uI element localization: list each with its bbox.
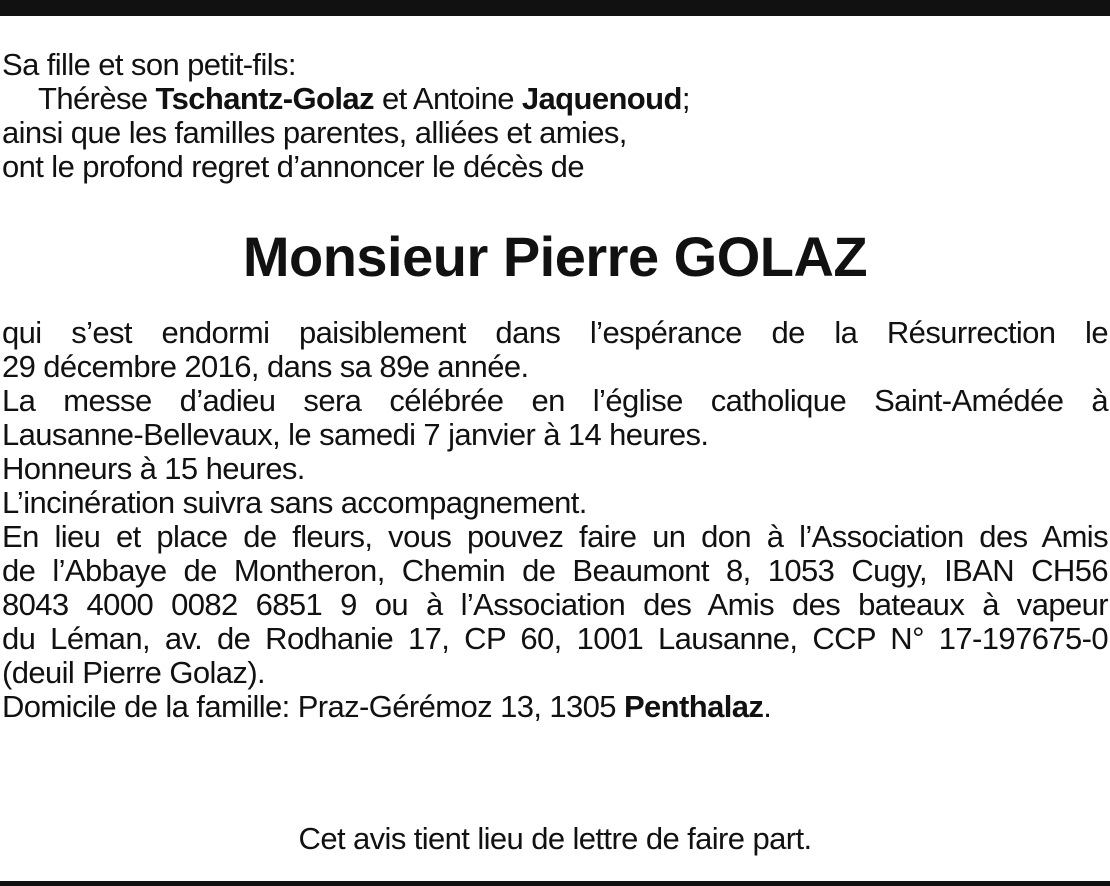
body-line: 8043 4000 0082 6851 9 ou à l’Association des Amis des bateaux à vapeur: [2, 587, 1108, 622]
domicile-line: [2, 690, 1108, 724]
body-line: (deuil Pierre Golaz).: [2, 655, 266, 690]
bottom-rule: [0, 881, 1110, 886]
intro-line-family: Sa fille et son petit-fils:: [2, 47, 296, 82]
domicile-address: Domicile de la famille: Praz-Gérémoz 13, 1305: [2, 689, 624, 724]
body-line: En lieu et place de fleurs, vous pouvez faire un don à l’Association des Amis: [2, 519, 1108, 554]
name-jaquenoud: Jaquenoud: [521, 81, 682, 116]
body-line: 29 décembre 2016, dans sa 89e année.: [2, 349, 529, 384]
intro-block: [2, 48, 1108, 184]
intro-names-suffix: ;: [681, 81, 690, 116]
domicile-suffix: .: [763, 689, 772, 724]
body-line: du Léman, av. de Rodhanie 17, CP 60, 1001 Lausanne, CCP N° 17-197675-0: [2, 621, 1108, 656]
intro-line-names: [2, 82, 1108, 116]
body-line: Honneurs à 15 heures.: [2, 451, 305, 486]
intro-names-prefix: Thérèse: [38, 81, 156, 116]
domicile-place: Penthalaz: [623, 689, 764, 724]
body-line: qui s’est endormi paisiblement dans l’espérance de la Résurrection le: [2, 315, 1108, 350]
body-line: La messe d’adieu sera célébrée en l’église catholique Saint-Amédée à: [2, 383, 1108, 418]
body-line: Lausanne-Bellevaux, le samedi 7 janvier à 14 heures.: [2, 417, 709, 452]
name-tschantz-golaz: Tschantz-Golaz: [155, 81, 374, 116]
announcement-body: [2, 316, 1108, 724]
closing-note: Cet avis tient lieu de lettre de faire part.: [298, 821, 812, 856]
intro-line-families: ainsi que les familles parentes, alliées et amies,: [2, 115, 627, 150]
intro-line-regret: ont le profond regret d’annoncer le décès de: [2, 149, 584, 184]
body-line: de l’Abbaye de Montheron, Chemin de Beaumont 8, 1053 Cugy, IBAN CH56: [2, 553, 1108, 588]
deceased-name: Monsieur Pierre GOLAZ: [242, 225, 868, 288]
body-line: L’incinération suivra sans accompagnement.: [2, 485, 587, 520]
intro-names-middle: et Antoine: [373, 81, 522, 116]
top-rule: [0, 0, 1110, 16]
